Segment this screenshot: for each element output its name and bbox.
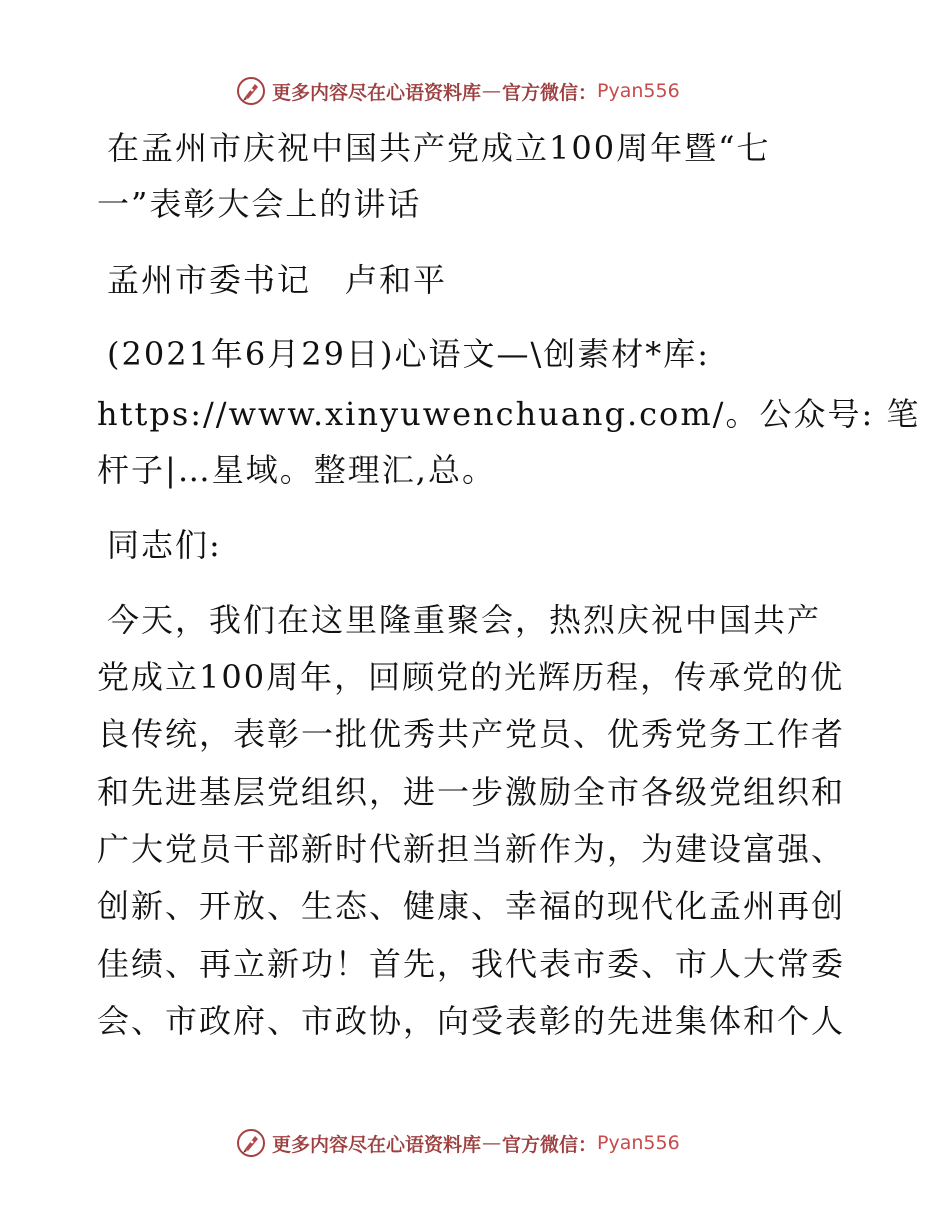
watermark-content	[236, 1126, 680, 1160]
watermark-separator: —	[482, 80, 502, 102]
watermark-contact-label: 官方微信：	[502, 1133, 598, 1156]
document-title-line-2: 一”表彰大会上的讲话	[97, 185, 422, 223]
header-watermark-banner	[0, 70, 950, 110]
document-author: 孟州市委书记 卢和平	[107, 261, 448, 299]
body-line: 党成立100周年，回顾党的光辉历程，传承党的优	[97, 658, 845, 696]
document-source-line-3: 杆子|…星域。整理汇,总。	[97, 451, 496, 489]
body-line: 广大党员干部新时代新担当新作为，为建设富强、	[97, 830, 846, 868]
watermark-contact-id: Pyan556	[597, 1132, 680, 1154]
footer-watermark-banner	[0, 1122, 950, 1162]
document-greeting: 同志们:	[107, 526, 222, 564]
document-title-line-1: 在孟州市庆祝中国共产党成立100周年暨“七	[107, 129, 771, 167]
watermark-contact-id: Pyan556	[597, 80, 680, 102]
watermark-separator: —	[482, 1132, 502, 1154]
pen-nib-logo-icon	[236, 76, 266, 106]
watermark-contact-label: 官方微信：	[502, 81, 598, 104]
body-line: 佳绩、再立新功！首先，我代表市委、市人大常委	[97, 945, 846, 983]
body-line: 和先进基层党组织，进一步激励全市各级党组织和	[97, 773, 846, 811]
document-source-line-2: https://www.xinyuwenchuang.com/。公众号: 笔	[97, 395, 921, 433]
body-line: 良传统，表彰一批优秀共产党员、优秀党务工作者	[97, 715, 846, 753]
document-source-line-1: (2021年6月29日)心语文—\创素材*库:	[107, 335, 711, 373]
pen-nib-logo-icon	[236, 1128, 266, 1158]
watermark-text: 更多内容尽在心语资料库	[272, 81, 482, 104]
watermark-text: 更多内容尽在心语资料库	[272, 1133, 482, 1156]
body-line: 会、市政府、市政协，向受表彰的先进集体和个人	[97, 1002, 846, 1040]
body-line: 今天，我们在这里隆重聚会，热烈庆祝中国共产	[107, 601, 822, 639]
watermark-content	[236, 74, 680, 108]
body-line: 创新、开放、生态、健康、幸福的现代化孟州再创	[97, 887, 846, 925]
